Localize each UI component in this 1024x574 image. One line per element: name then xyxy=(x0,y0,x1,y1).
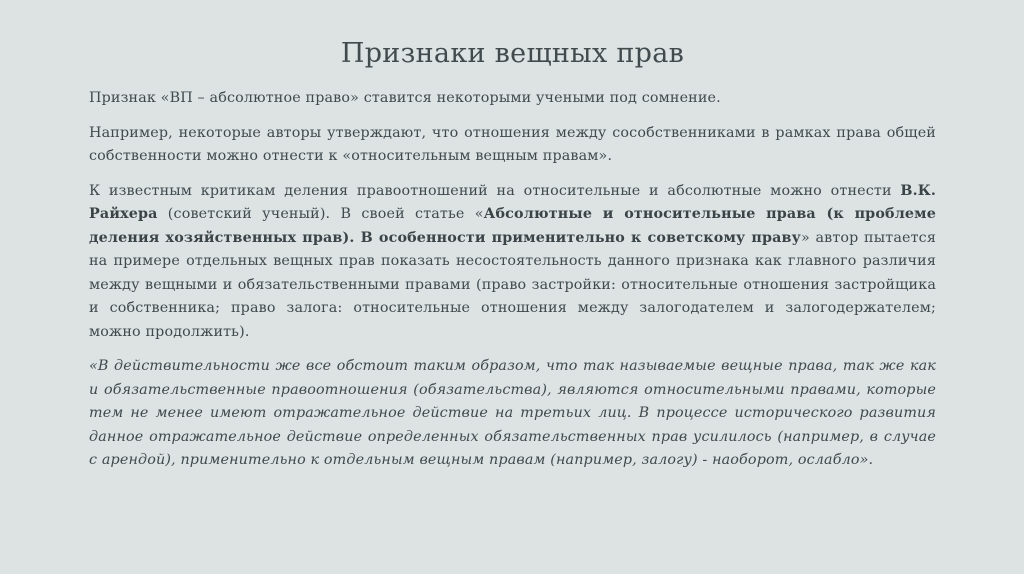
author-name: В.К. Райхера xyxy=(89,182,936,222)
paragraph-3-text-3: » автор пытается на примере отдельных вещных прав показать несостоятельность данного признака как главного различия между вещными и обязательственными правами (право застройки: относительные отношения застройщика и собственника; право залога: относительные отношения между залогодателем и залогодержателем; можно продолжить). xyxy=(89,229,936,340)
quote-paragraph: «В действительности же все обстоит таким образом, что так называемые вещные права, так же как и обязательственные правоотношения (обязательства), являются относительными правами, которые тем не менее имеют отражательное действие на третьих лиц. В процессе исторического развития данное отражательное действие определенных обязательственных прав усилилось (например, в случае с арендой), применительно к отдельным вещным правам (например, залогу) - наоборот, ослабло». xyxy=(89,358,936,468)
paragraph-3-text-1: К известным критикам деления правоотношений на относительные и абсолютные можно отнести xyxy=(89,182,901,199)
paragraph-3 xyxy=(89,180,936,345)
paragraph-3-text-2: (советский ученый). В своей статье « xyxy=(157,206,484,222)
slide-title: Признаки вещных прав xyxy=(340,38,685,69)
article-title: Абсолютные и относительные права (к проблеме деления хозяйственных прав). В особенности применительно к советскому праву xyxy=(89,206,936,246)
paragraph-1: Признак «ВП – абсолютное право» ставится некоторыми учеными под сомнение. xyxy=(89,90,721,106)
paragraph-2: Например, некоторые авторы утверждают, что отношения между сособственниками в рамках права общей собственности можно отнести к «относительным вещным правам». xyxy=(89,124,936,164)
